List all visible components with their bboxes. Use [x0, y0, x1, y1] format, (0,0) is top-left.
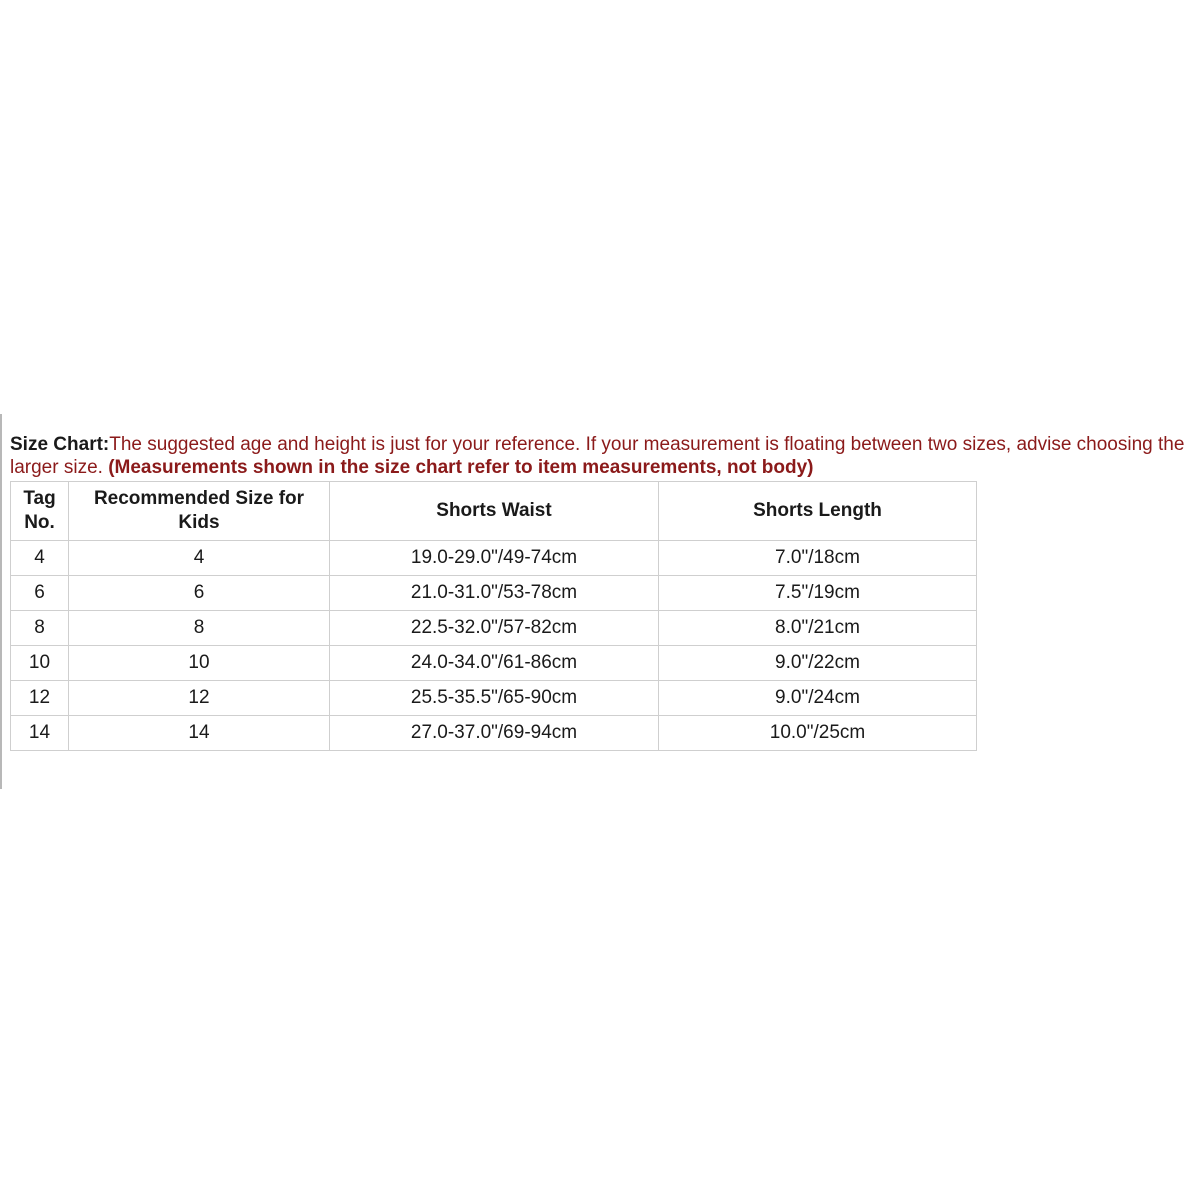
size-chart-description: The suggested age and height is just for your reference. If your measurement is floating between two sizes, advise choosing the larger size.: [10, 434, 1185, 478]
cell-tag: 4: [11, 541, 69, 576]
cell-recommended: 10: [69, 646, 330, 681]
cell-length: 8.0"/21cm: [659, 611, 977, 646]
size-table: [10, 481, 977, 751]
cell-length: 10.0"/25cm: [659, 716, 977, 751]
size-chart-note: (Measurements shown in the size chart refer to item measurements, not body): [108, 457, 814, 478]
table-row: [11, 716, 977, 751]
cell-tag: 12: [11, 681, 69, 716]
size-chart-lead: Size Chart:: [10, 434, 110, 455]
header-shorts-length: Shorts Length: [659, 482, 977, 541]
cell-length: 7.5"/19cm: [659, 576, 977, 611]
cell-length: 9.0"/22cm: [659, 646, 977, 681]
cell-waist: 22.5-32.0"/57-82cm: [330, 611, 659, 646]
cell-waist: 25.5-35.5"/65-90cm: [330, 681, 659, 716]
header-tag-no: Tag No.: [11, 482, 69, 541]
cell-recommended: 4: [69, 541, 330, 576]
cell-length: 7.0"/18cm: [659, 541, 977, 576]
left-divider: [0, 414, 2, 789]
cell-tag: 8: [11, 611, 69, 646]
cell-tag: 10: [11, 646, 69, 681]
cell-waist: 19.0-29.0"/49-74cm: [330, 541, 659, 576]
table-row: [11, 646, 977, 681]
cell-recommended: 8: [69, 611, 330, 646]
cell-length: 9.0"/24cm: [659, 681, 977, 716]
table-row: [11, 576, 977, 611]
table-row: [11, 611, 977, 646]
cell-recommended: 6: [69, 576, 330, 611]
size-chart-intro: [10, 433, 1185, 479]
cell-recommended: 12: [69, 681, 330, 716]
cell-waist: 21.0-31.0"/53-78cm: [330, 576, 659, 611]
cell-waist: 27.0-37.0"/69-94cm: [330, 716, 659, 751]
table-header-row: [11, 482, 977, 541]
cell-waist: 24.0-34.0"/61-86cm: [330, 646, 659, 681]
table-row: [11, 541, 977, 576]
header-shorts-waist: Shorts Waist: [330, 482, 659, 541]
table-row: [11, 681, 977, 716]
cell-tag: 6: [11, 576, 69, 611]
header-recommended-size: Recommended Size for Kids: [69, 482, 330, 541]
cell-recommended: 14: [69, 716, 330, 751]
cell-tag: 14: [11, 716, 69, 751]
